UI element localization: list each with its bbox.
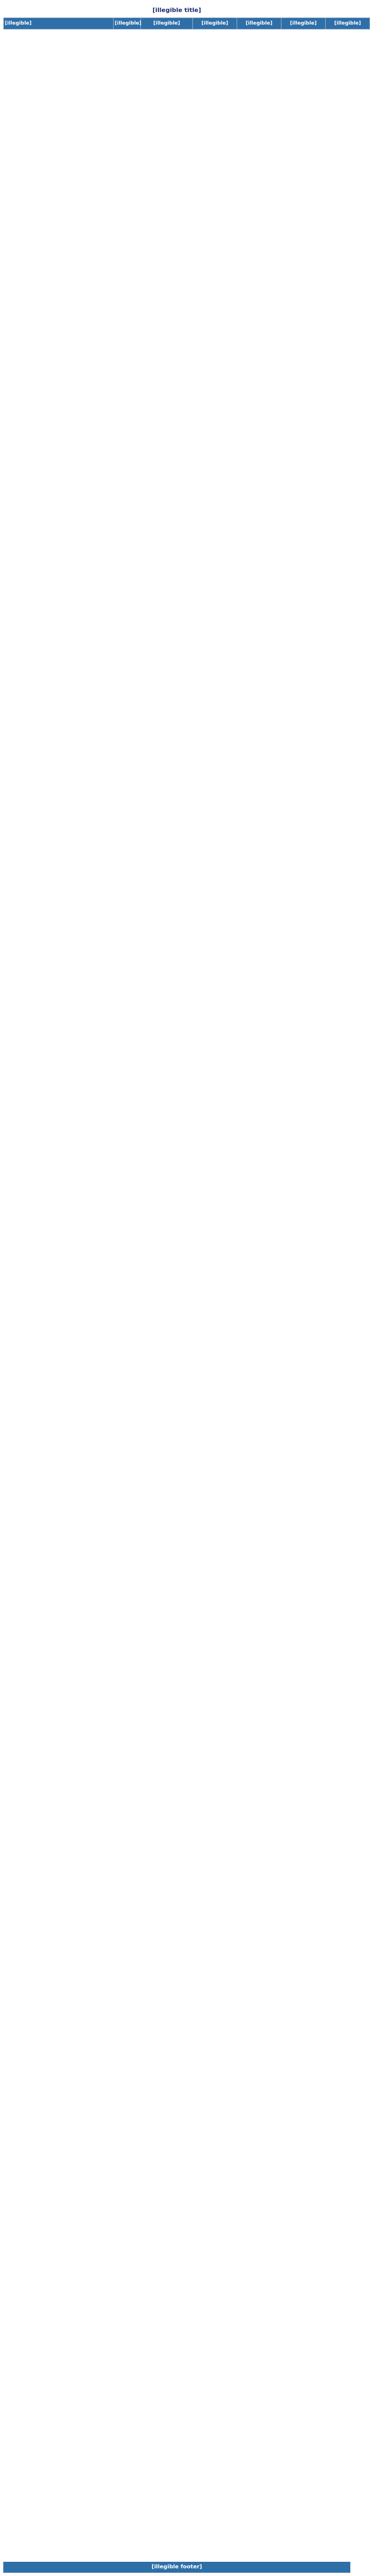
footer-bar: [illegible footer] [3, 2562, 350, 2573]
table-header-row [4, 18, 370, 29]
page-title: [illegible title] [152, 7, 201, 14]
col-result-header: [illegible] [193, 18, 237, 29]
col-tip-header: [illegible] [141, 18, 193, 29]
predictions-table [3, 17, 370, 29]
col-match-header: [illegible] [4, 18, 114, 29]
col-ou-header: [illegible] [237, 18, 281, 29]
col-score-header: [illegible] [281, 18, 326, 29]
col-win-header: [illegible] [326, 18, 370, 29]
col-odds-header: [illegible] [114, 18, 141, 29]
